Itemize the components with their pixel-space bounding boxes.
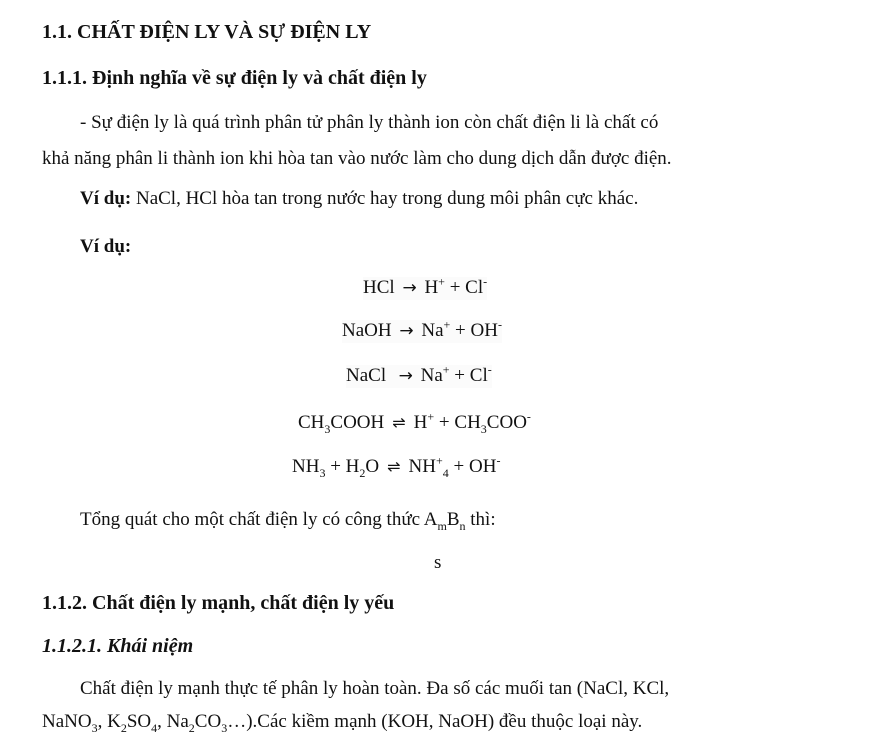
example-text: NaCl, HCl hòa tan trong nước hay trong dung môi phân cực khác.	[131, 188, 639, 209]
example-label: Ví dụ:	[80, 188, 132, 209]
example-label-2: Ví dụ:	[80, 236, 132, 257]
strong-electrolyte-line-1: Chất điện ly mạnh thực tế phân ly hoàn toàn. Đa số các muối tan (NaCl, KCl,	[80, 678, 670, 699]
heading-section-1-1-2-1: 1.1.2.1. Khái niệm	[42, 635, 194, 657]
definition-line-1: - Sự điện ly là quá trình phân tử phân ly thành ion còn chất điện li là chất có	[80, 112, 659, 133]
equation-acetic-acid: $CH_3COOH$ ⇌ $H^+ + CH_3COO^-$	[298, 409, 531, 436]
general-formula-paragraph: Tổng quát cho một chất điện ly có công thức $A_mB_n$ thì:	[80, 509, 496, 533]
arrow-icon: →	[402, 278, 417, 298]
example-paragraph	[80, 188, 638, 211]
formula-placeholder: s	[434, 552, 442, 573]
equation-hcl: HCl → H+ + Cl-	[363, 274, 488, 298]
heading-section-1-1-1: 1.1.1. Định nghĩa về sự điện ly và chất điện ly	[42, 67, 427, 89]
strong-electrolyte-line-2: NaNO$_3$, $K_2SO_4$, $Na_2CO_3\dots).Các$ kiềm mạnh (KOH, NaOH) đều thuộc loại này.	[42, 711, 643, 735]
heading-section-1-1-2: 1.1.2. Chất điện ly mạnh, chất điện ly yếu	[42, 592, 395, 614]
definition-line-2: khả năng phân li thành ion khi hòa tan vào nước làm cho dung dịch dẫn được điện.	[42, 148, 672, 169]
arrow-icon: →	[398, 366, 413, 386]
equation-ammonia: $NH_3 + H_2O$ ⇌ $NH^+_4 + OH^-$	[292, 453, 501, 480]
arrow-icon: →	[399, 321, 414, 341]
heading-section-1-1: 1.1. CHẤT ĐIỆN LY VÀ SỰ ĐIỆN LY	[42, 21, 372, 43]
equilibrium-arrow-icon: ⇌	[392, 413, 406, 432]
equation-naoh: NaOH → Na+ + OH-	[342, 317, 502, 341]
equation-nacl: NaCl → Na+ + Cl-	[346, 362, 492, 386]
equilibrium-arrow-icon: ⇌	[387, 457, 401, 476]
